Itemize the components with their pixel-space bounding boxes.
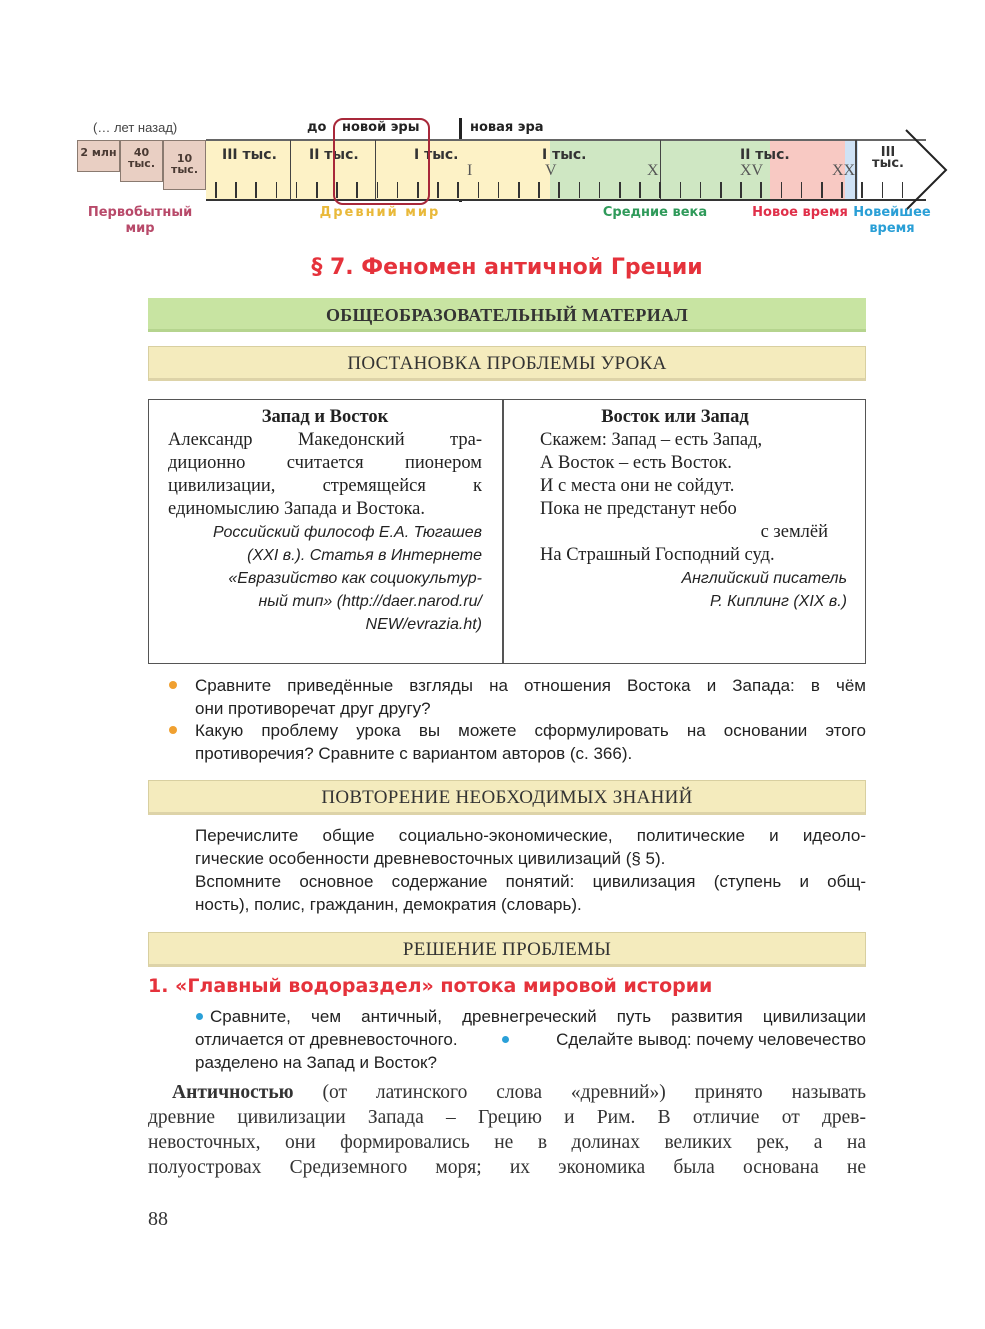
tick-mark	[296, 182, 298, 198]
quote-left-title: Запад и Восток	[261, 407, 389, 427]
question-line: Сравните приведённые взгляды на отношения Востока и Запада: в чём	[195, 676, 866, 695]
highlight-frame	[333, 118, 430, 205]
quote-line: диционно считается пионером	[168, 453, 482, 473]
subheading: 1. «Главный водораздел» потока мировой истории	[148, 975, 713, 997]
tick-mark	[760, 182, 762, 198]
bc-label: до	[307, 120, 327, 135]
tick-mark	[902, 182, 904, 198]
century-label: XX	[832, 162, 856, 179]
quote-right-title: Восток или Запад	[601, 407, 749, 427]
period-label: Новое время	[752, 205, 848, 220]
century-label: V	[545, 162, 557, 179]
review-line: Вспомните основное содержание понятий: цивилизация (ступень и общ-	[195, 872, 866, 891]
quote-line: А Восток – есть Восток.	[540, 453, 732, 473]
quote-line: На Страшный Господний суд.	[540, 545, 775, 565]
period-label: Первобытный мир	[87, 205, 193, 236]
tick-mark	[478, 182, 480, 198]
century-label: X	[647, 162, 659, 179]
millennium-label: III тыс.	[872, 145, 904, 171]
bc-label-era: новой эры	[342, 120, 420, 135]
tick-mark	[276, 182, 278, 198]
question-line: Какую проблему урока вы можете сформулировать на основании этого	[195, 721, 866, 740]
ad-label: новая эра	[470, 120, 544, 135]
tick-mark	[518, 182, 520, 198]
task-line: Сделайте вывод: почему человечество	[556, 1030, 866, 1049]
tick-mark	[599, 182, 601, 198]
tick-mark	[720, 182, 722, 198]
quote-source: NEW/evrazia.ht)	[365, 616, 482, 633]
body-line: древние цивилизации Запада – Грецию и Рим. В отличие от древ-	[148, 1107, 866, 1128]
quote-source: Российский философ Е.А. Тюгашев	[213, 524, 482, 541]
tick-mark	[457, 182, 459, 198]
page-title: § 7. Феномен античной Греции	[311, 255, 703, 280]
tick-mark	[619, 182, 621, 198]
tick-mark	[740, 182, 742, 198]
bullet-icon	[196, 1013, 203, 1020]
prehistory-box: 10 тыс.	[163, 140, 206, 190]
quote-source: Английский писатель	[681, 570, 847, 587]
section-problem: ПОСТАНОВКА ПРОБЛЕМЫ УРОКА	[148, 346, 866, 381]
bullet-icon	[169, 681, 177, 689]
task-line: разделено на Запад и Восток?	[195, 1053, 437, 1072]
term-antiquity: Античностью	[172, 1082, 294, 1103]
quote-source: (XXI в.). Статья в Интернете	[247, 547, 482, 564]
tick-mark	[841, 182, 843, 198]
tick-mark	[781, 182, 783, 198]
tick-mark	[821, 182, 823, 198]
task-line: отличается от древневосточного.	[195, 1030, 458, 1049]
page-number: 88	[148, 1208, 168, 1230]
quote-source: Р. Киплинг (XIX в.)	[710, 593, 847, 610]
quote-line: Александр Македонский тра-	[168, 430, 482, 450]
section-review: ПОВТОРЕНИЕ НЕОБХОДИМЫХ ЗНАНИЙ	[148, 780, 866, 815]
century-label: I	[467, 162, 473, 179]
tick-mark	[255, 182, 257, 198]
review-line: ность), полис, гражданин, демократия (словарь).	[195, 895, 582, 914]
question-line: противоречия? Сравните с вариантом авторов (с. 366).	[195, 744, 633, 763]
tick-mark	[639, 182, 641, 198]
prehistory-box: 2 млн	[77, 140, 120, 172]
tick-mark	[215, 182, 217, 198]
quote-line: Пока не предстанут небо	[540, 499, 737, 519]
millennium-label: III тыс.	[222, 147, 277, 163]
quote-line: с землёй	[760, 522, 828, 542]
period-label: Средние века	[602, 205, 708, 220]
tick-mark	[316, 182, 318, 198]
period-label: Древний мир	[319, 205, 441, 220]
millennium-label: II тыс.	[740, 147, 790, 163]
bullet-icon	[502, 1036, 509, 1043]
arrow-head-icon	[900, 125, 950, 215]
millennium-label: I тыс.	[414, 147, 459, 163]
tick-mark	[680, 182, 682, 198]
quote-line: Скажем: Запад – есть Запад,	[540, 430, 763, 450]
millennium-label: I тыс.	[542, 147, 587, 163]
tick-mark	[498, 182, 500, 198]
question-line: они противоречат друг другу?	[195, 699, 431, 718]
prehistory-box: 40 тыс.	[120, 140, 163, 182]
millennium-label: II тыс.	[309, 147, 359, 163]
section-solution: РЕШЕНИЕ ПРОБЛЕМЫ	[148, 932, 866, 967]
tick-mark	[700, 182, 702, 198]
quote-source: ный тип» (http://daer.narod.ru/	[258, 593, 482, 610]
quote-line: единомыслию Запада и Востока.	[168, 499, 426, 519]
tick-mark	[882, 182, 884, 198]
bullet-icon	[169, 726, 177, 734]
review-line: Перечислите общие социально-экономические, политические и идеоло-	[195, 826, 866, 845]
quote-line: цивилизации, стремящейся к	[168, 476, 482, 496]
tick-mark	[579, 182, 581, 198]
tick-mark	[861, 182, 863, 198]
tick-mark	[659, 182, 661, 198]
section-general: ОБЩЕОБРАЗОВАТЕЛЬНЫЙ МАТЕРИАЛ	[148, 298, 866, 332]
body-line: полуостровах Средиземного моря; их экономика была основана не	[148, 1157, 866, 1178]
body-line: Античностью (от латинского слова «древний») принято называть	[172, 1082, 866, 1103]
body-line: невосточных, они формировались не в долинах великих рек, а на	[148, 1132, 866, 1153]
quote-line: И с места они не сойдут.	[540, 476, 735, 496]
tick-mark	[801, 182, 803, 198]
period-label: Новейшее время	[853, 205, 931, 236]
century-label: XV	[740, 162, 764, 179]
tick-mark	[437, 182, 439, 198]
years-ago-label: (… лет назад)	[93, 120, 178, 135]
task-line: Сравните, чем античный, древнегреческий путь развития цивилизации	[210, 1007, 866, 1026]
review-line: гические особенности древневосточных цивилизаций (§ 5).	[195, 849, 666, 868]
tick-mark	[235, 182, 237, 198]
tick-mark	[538, 182, 540, 198]
quote-source: «Евразийство как социокультур-	[228, 570, 482, 587]
tick-mark	[558, 182, 560, 198]
